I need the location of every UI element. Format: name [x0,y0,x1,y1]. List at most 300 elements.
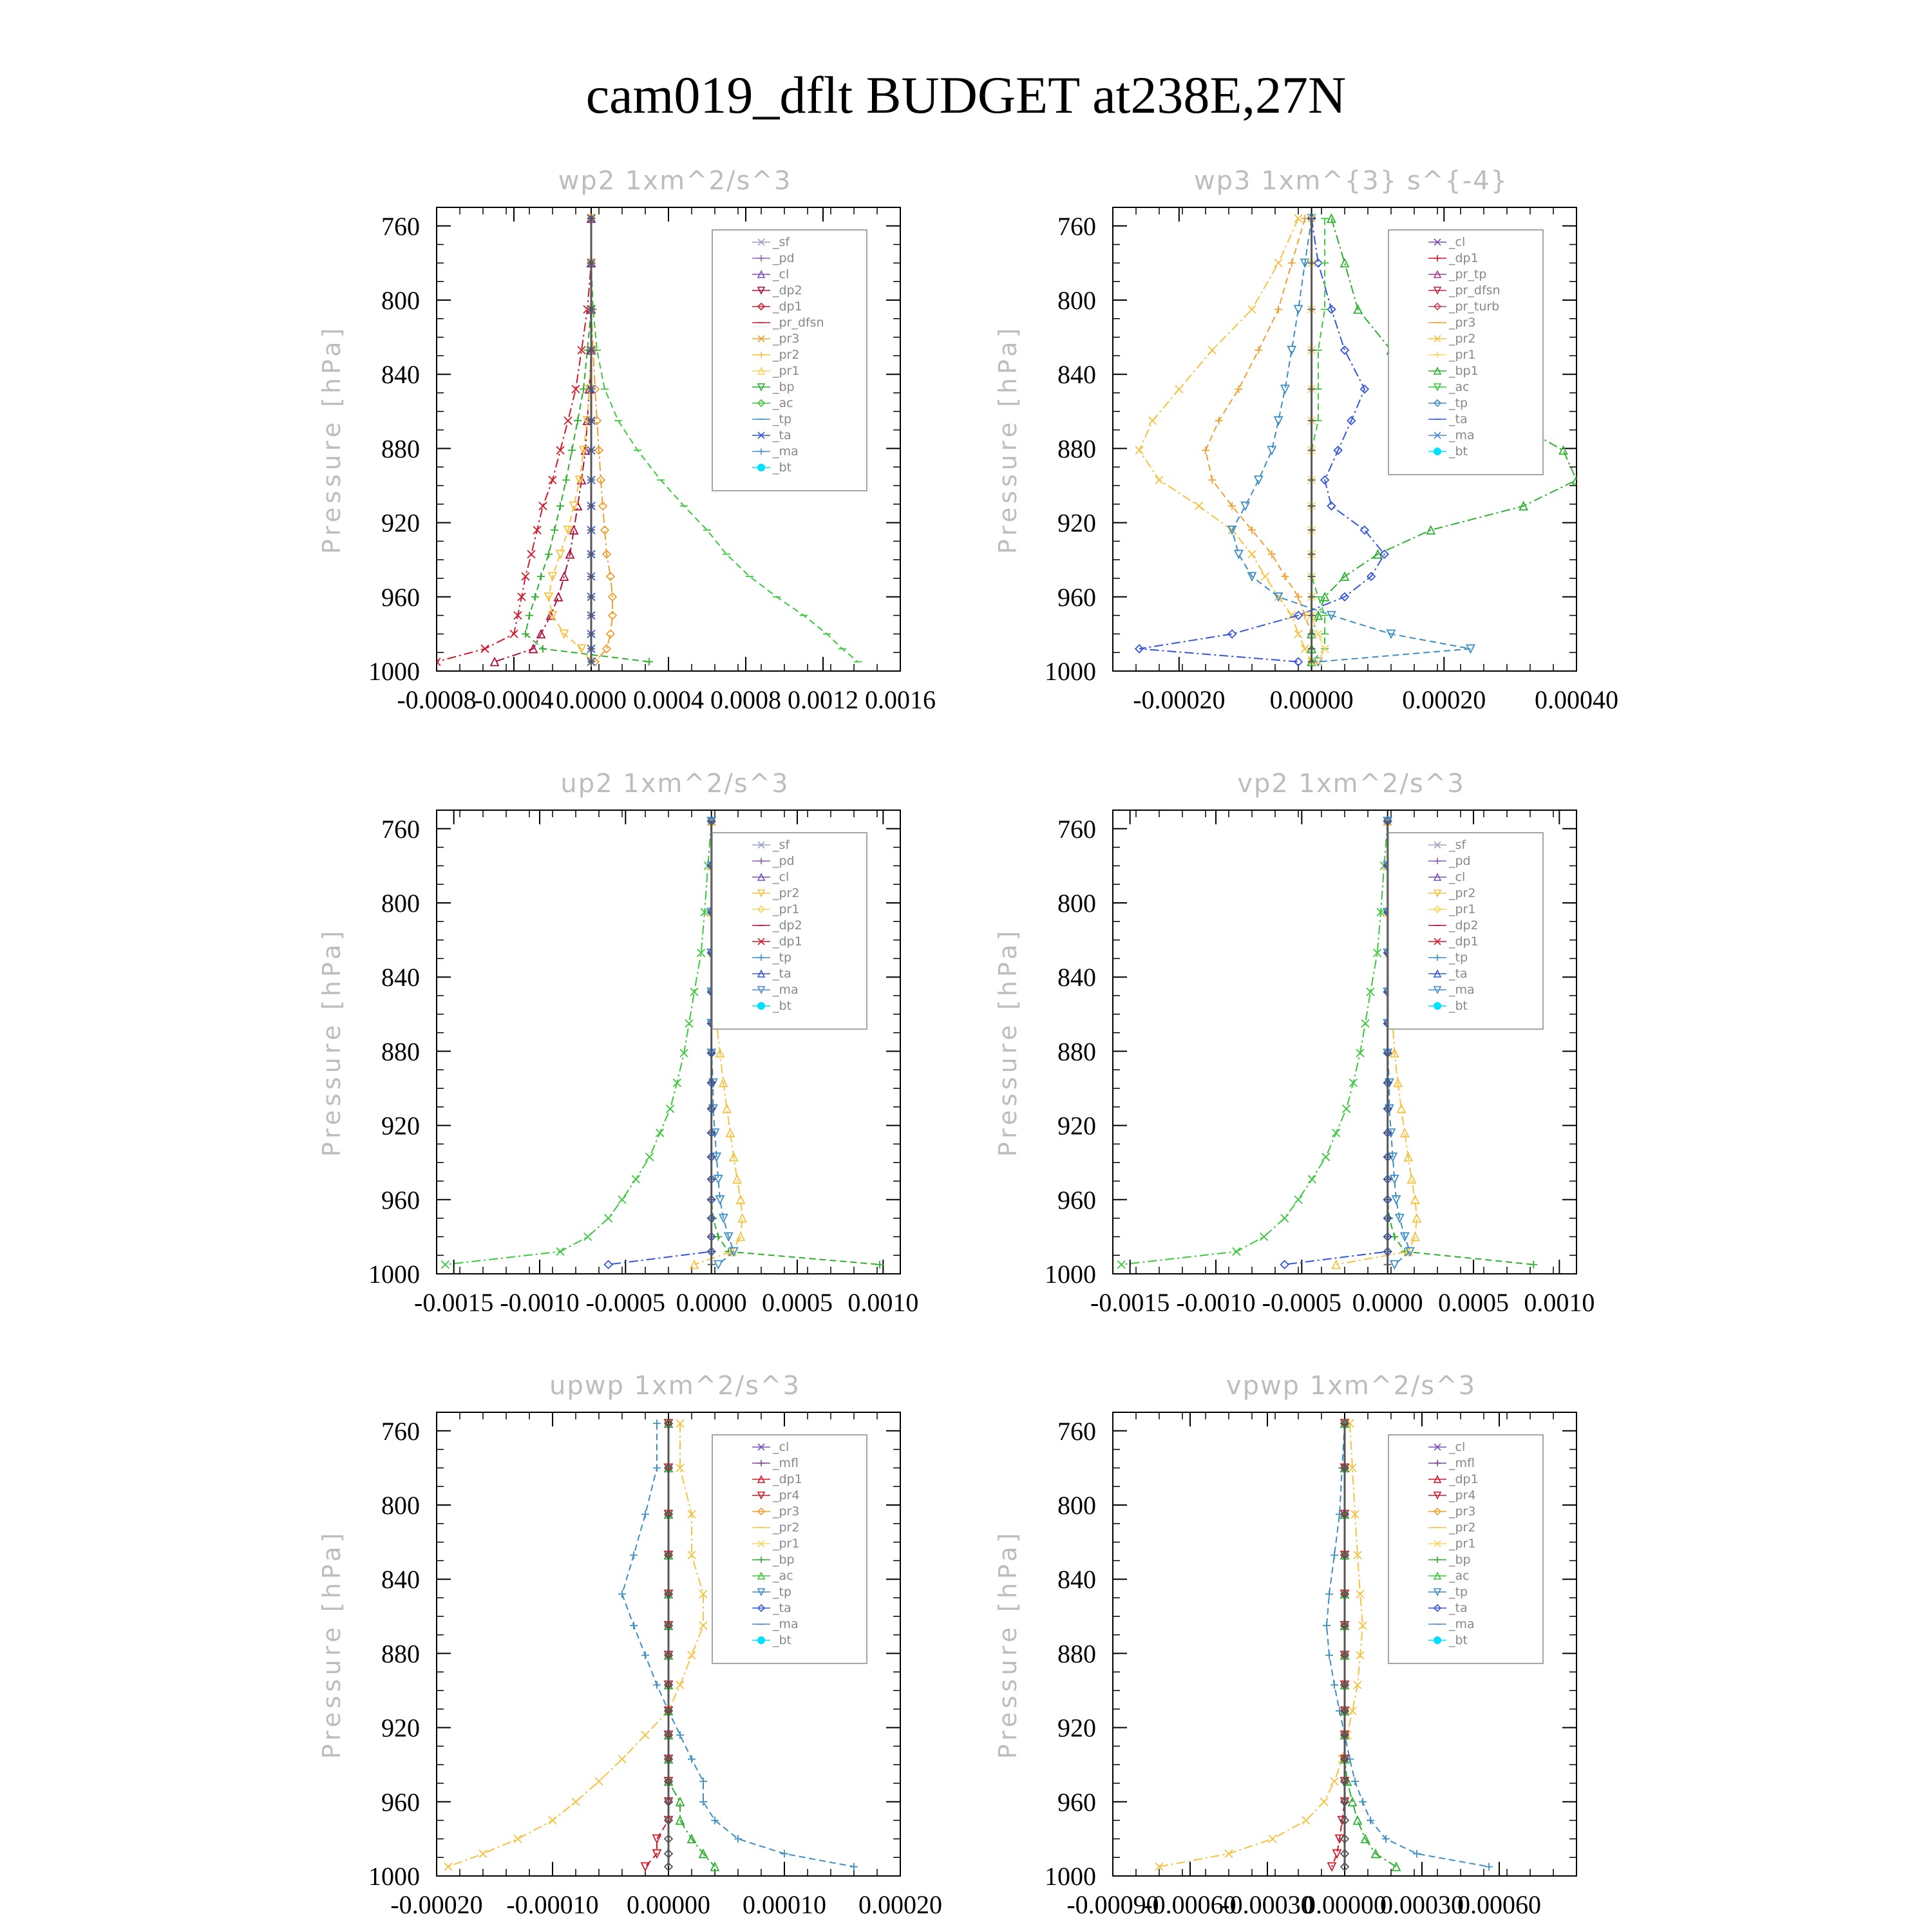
data-point-dp1 [481,645,489,652]
y-tick-label: 1000 [368,657,420,686]
series-line-pr2 [1139,218,1312,661]
data-point-tp [699,1777,707,1785]
data-point-bp1 [1559,446,1567,454]
x-tick-label: 0.0016 [865,685,936,714]
x-tick-label: 0.0000 [1352,1288,1423,1317]
y-tick-label: 760 [381,814,420,844]
legend-entry: _ta [1449,967,1468,981]
y-tick-label: 840 [1057,360,1096,390]
legend-entry: _dp1 [1449,1472,1479,1486]
legend-entry: _ma [1449,983,1475,997]
data-point-tp [1325,1651,1333,1659]
legend-entry: _tp [773,1585,792,1599]
legend-swatch-marker [757,1002,765,1010]
legend-entry: _cl [1449,1440,1466,1454]
y-tick-label: 960 [381,1787,420,1817]
data-point-pr3 [1255,346,1262,354]
y-tick-label: 760 [1057,814,1096,844]
data-point-pr1 [618,1756,626,1763]
panel-1 [317,166,936,714]
y-tick-label: 840 [381,1565,420,1595]
x-tick-label: 0.00040 [1535,685,1618,714]
data-point-pr1 [1302,1817,1310,1824]
legend-entry: _tp [773,951,792,965]
data-point-pr1 [556,502,564,510]
series-line-pr1 [448,1423,703,1866]
legend-entry: _ma [773,983,799,997]
data-point-pr1 [641,1731,649,1739]
data-point-dp1 [685,1019,693,1027]
data-point-tp [1351,1777,1359,1785]
x-tick-label: -0.00090 [1066,1890,1159,1919]
data-point-pr1 [537,573,545,580]
data-point-dp1 [667,1105,674,1113]
data-point-pr1 [1314,630,1322,638]
data-point-pr2 [1149,417,1157,424]
legend-entry: _ta [773,428,791,442]
legend-entry: _sf [773,235,790,249]
data-point-pr1 [1411,1233,1419,1240]
legend-entry: _pr_tp [1449,267,1487,281]
x-tick-label: -0.0015 [414,1288,494,1317]
data-point-dp1 [1260,1233,1268,1240]
legend-entry: _cl [773,870,790,884]
y-tick-label: 840 [381,963,420,992]
y-tick-label: 800 [381,286,420,315]
data-point-pr1 [479,1850,487,1857]
data-point-pr1 [572,1798,580,1806]
panel-6 [994,1371,1577,1919]
series-line-pr1 [1159,1423,1363,1866]
legend-entry: _dp2 [1449,918,1479,933]
data-point-pr1 [545,551,553,558]
data-point-dp1 [605,1215,612,1222]
legend-entry: _dp1 [773,934,802,949]
data-point-tp [630,1622,638,1629]
y-tick-label: 880 [1057,1639,1096,1669]
y-tick-label: 960 [1057,1185,1096,1215]
y-tick-label: 880 [1057,1037,1096,1066]
data-point-tp [1325,1590,1333,1598]
x-tick-label: 0.0012 [788,685,858,714]
figure-title: cam019_dflt BUDGET at238E,27N [585,66,1347,124]
y-tick-label: 1000 [1045,1260,1096,1289]
y-tick-label: 960 [381,582,420,612]
legend-entry: _pr3 [773,1504,800,1519]
legend-entry: _ac [773,396,793,410]
legend-entry: _pr1 [1449,348,1476,362]
y-axis-label: Pressure [hPa] [994,324,1022,554]
legend-entry: _cl [1449,235,1466,249]
legend-entry: _bp1 [1449,364,1479,378]
data-point-pr1 [676,1681,684,1689]
y-tick-label: 760 [1057,1416,1096,1446]
x-tick-label: 0.00020 [1402,685,1486,714]
x-tick-label: -0.0004 [474,685,554,714]
data-point-pr1 [531,593,539,601]
legend-entry: _dp2 [773,918,802,933]
legend-entry: _ta [773,967,791,981]
legend-entry: _dp1 [773,1472,802,1486]
legend-entry: _pr3 [1449,316,1476,330]
data-point-ta [605,1261,612,1269]
y-tick-label: 1000 [368,1862,420,1891]
x-tick-label: 0.00030 [1380,1890,1464,1919]
y-tick-label: 880 [381,1037,420,1066]
legend-entry: _mfl [1449,1456,1475,1470]
data-point-pr1 [1331,1777,1338,1785]
data-point-pr2 [1262,573,1269,580]
x-tick-label: 0.00020 [858,1890,942,1919]
data-point-dp1 [632,1175,639,1183]
legend-entry: _tp [1449,1585,1468,1599]
y-tick-label: 920 [1057,508,1096,538]
y-tick-label: 920 [1057,1111,1096,1141]
data-point-pr1 [551,526,558,534]
data-point-dp1 [527,551,535,558]
legend-entry: _pr2 [773,1520,800,1535]
data-point-pr1 [734,1175,741,1183]
legend-entry: _ma [1449,428,1475,442]
legend-entry: _dp2 [773,283,802,298]
legend-entry: _pd [1449,854,1471,868]
series-line-dp1 [445,821,711,1264]
legend-entry: _pr2 [773,886,800,900]
y-tick-label: 800 [1057,286,1096,315]
data-point-pr1 [1320,1798,1328,1806]
data-point-tp [618,1590,626,1598]
data-point-pr2 [1175,385,1183,393]
data-point-bp [1354,1817,1361,1824]
legend-entry: _bt [1449,1633,1468,1647]
x-tick-label: 0.0010 [848,1288,919,1317]
legend-swatch-marker [757,464,765,471]
y-tick-label: 800 [1057,1491,1096,1520]
y-axis-label: Pressure [hPa] [317,1529,346,1759]
panel-2 [994,166,1618,714]
data-point-pr2 [1155,476,1163,484]
x-tick-label: 0.00000 [1303,1890,1387,1919]
data-point-pr3 [1288,259,1296,267]
legend-entry: _bt [773,1633,792,1647]
legend-swatch-marker [1434,448,1441,455]
legend-entry: _cl [773,1440,790,1454]
legend-entry: _pr_dfsn [1449,283,1501,298]
data-point-tp [781,1850,788,1857]
x-tick-label: 0.0010 [1524,1288,1595,1317]
legend-entry: _sf [1449,838,1466,852]
x-tick-label: 0.0000 [556,685,627,714]
data-point-dp1 [564,417,572,424]
data-point-pr3 [1202,446,1209,454]
x-tick-label: 0.0004 [633,685,704,714]
legend-entry: _tp [1449,951,1468,965]
x-tick-label: -0.00060 [1144,1890,1236,1919]
series-line-pr2 [549,218,591,661]
data-point-dp1 [1322,1153,1330,1161]
y-tick-label: 840 [1057,1565,1096,1595]
y-tick-label: 920 [381,1713,420,1743]
data-point-tp [1331,1681,1338,1689]
legend-entry: _pr2 [1449,1520,1476,1535]
panel-title: wp3 1xm^{3} s^{-4} [1193,166,1509,196]
data-point-bp1 [1327,214,1335,222]
legend-entry: _pr1 [773,364,800,378]
data-point-pr2 [1248,551,1256,558]
data-point-pr1 [444,1863,452,1871]
legend-entry: _ta [1449,1601,1468,1615]
panel-title: up2 1xm^2/s^3 [560,769,790,799]
data-point-pr1 [1332,1261,1340,1269]
data-point-pr1 [699,1622,707,1629]
y-tick-label: 1000 [368,1260,420,1289]
data-point-pr2 [1208,346,1216,354]
y-tick-label: 880 [381,1639,420,1669]
data-point-tp [1294,305,1302,313]
data-point-tp [653,1464,661,1472]
legend-entry: _pr_turb [1449,299,1500,314]
data-point-dp1 [1361,1019,1369,1027]
legend-entry: _cl [1449,870,1466,884]
legend-swatch-marker [1434,1002,1441,1010]
panel-title: vpwp 1xm^2/s^3 [1226,1371,1477,1401]
data-point-pr4 [653,1835,661,1842]
series-line-dp2 [495,218,591,661]
x-tick-label: -0.0010 [500,1288,580,1317]
panel-4 [994,769,1595,1317]
y-axis-label: Pressure [hPa] [317,324,346,554]
data-point-pr3 [1274,305,1282,313]
legend-entry: _bp [773,1553,795,1567]
data-point-pr1 [645,658,653,666]
x-tick-label: 0.00060 [1457,1890,1541,1919]
legend-entry: _pr4 [773,1488,800,1502]
data-point-pr1 [539,645,547,652]
y-tick-label: 960 [1057,1787,1096,1817]
data-point-tp [1331,1551,1338,1559]
legend-entry: _dp1 [1449,934,1479,949]
x-tick-label: -0.0005 [585,1288,665,1317]
data-point-tp [714,1261,722,1269]
legend-entry: _bt [773,460,792,475]
legend-entry: _pr1 [773,902,800,916]
data-point-tp [630,1551,638,1559]
data-point-pr1 [1408,1175,1416,1183]
series-line-pr3 [591,218,612,661]
panels-container [317,166,1618,1919]
y-tick-label: 760 [381,211,420,241]
y-tick-label: 1000 [1045,657,1096,686]
legend-entry: _pr4 [1449,1488,1476,1502]
data-point-dp1 [618,1196,626,1204]
legend-entry: _pd [773,251,795,265]
data-point-pr1 [595,1777,603,1785]
legend-entry: _ma [773,1617,799,1631]
x-tick-label: 0.0000 [676,1288,747,1317]
x-tick-label: 0.0005 [762,1288,833,1317]
data-point-dp1 [1332,1129,1340,1137]
data-point-tp [641,1651,649,1659]
legend-entry: _ma [773,444,799,459]
data-point-pr1 [549,1817,556,1824]
y-tick-label: 760 [1057,211,1096,241]
data-point-pr1 [688,1651,696,1659]
data-point-dp1 [1281,1215,1289,1222]
panel-title: vp2 1xm^2/s^3 [1237,769,1465,799]
data-point-dp1 [549,476,556,484]
data-point-pr1 [1225,1850,1233,1857]
data-point-pr4 [641,1863,649,1871]
x-tick-label: -0.0005 [1262,1288,1341,1317]
x-tick-label: 0.0005 [1438,1288,1509,1317]
data-point-tp [1359,1798,1367,1806]
data-point-tp [653,1419,661,1427]
data-point-tp [1485,1863,1493,1871]
panel-title: wp2 1xm^2/s^3 [558,166,792,196]
legend-entry: _ma [1449,1617,1475,1631]
y-tick-label: 920 [1057,1713,1096,1743]
x-tick-label: -0.00030 [1221,1890,1314,1919]
data-point-pr1 [1356,1590,1364,1598]
legend-entry: _pr1 [773,1537,800,1551]
data-point-tp [676,1731,684,1739]
data-point-tp [688,1756,696,1763]
panel-5 [317,1371,942,1919]
data-point-ta [1281,1261,1289,1269]
data-point-dp2 [491,658,498,666]
data-point-dp1 [1117,1261,1125,1269]
data-point-tp [1413,1850,1421,1857]
data-point-tp [1274,417,1282,424]
data-point-dp1 [1308,1175,1316,1183]
data-point-pr1 [1269,1835,1276,1842]
legend-entry: _dp1 [773,299,802,314]
data-point-pr1 [526,612,533,620]
x-tick-label: -0.0015 [1090,1288,1170,1317]
data-point-dp2 [554,593,562,601]
data-point-dp1 [1343,1105,1350,1113]
data-point-pr2 [1274,259,1282,267]
legend-entry: _pr_dfsn [773,316,824,330]
panel-3 [317,769,918,1317]
y-tick-label: 840 [1057,963,1096,992]
legend-entry: _ac [773,1569,793,1583]
legend-entry: _pr3 [773,332,800,346]
data-point-dp1 [441,1261,449,1269]
data-point-dp2 [1530,1261,1537,1269]
y-tick-label: 960 [1057,582,1096,612]
data-point-dp1 [556,1247,564,1255]
data-point-dp1 [556,446,564,454]
data-point-pr2 [1248,305,1256,313]
data-point-tp [641,1510,649,1518]
y-tick-label: 880 [1057,434,1096,464]
y-tick-label: 800 [1057,889,1096,918]
x-tick-label: 0.00000 [1269,685,1354,714]
y-tick-label: 920 [381,508,420,538]
y-tick-label: 880 [381,434,420,464]
legend-entry: _pd [773,854,795,868]
legend-swatch-marker [757,1636,765,1644]
data-point-tp [1235,551,1242,558]
x-tick-label: 0.00010 [743,1890,826,1919]
data-point-dp1 [1294,1196,1302,1204]
legend-entry: _mfl [773,1456,799,1470]
legend-entry: _pr1 [1449,1537,1476,1551]
x-tick-label: 0.00000 [627,1890,710,1919]
legend-entry: _bt [1449,999,1468,1013]
data-point-tp [699,1798,707,1806]
data-point-pr2 [556,551,564,558]
data-point-dp1 [646,1153,654,1161]
y-axis-label: Pressure [hPa] [994,927,1022,1157]
data-point-bp1 [1341,259,1349,267]
x-tick-label: -0.00020 [1133,685,1226,714]
legend-entry: _ta [1449,412,1468,426]
y-tick-label: 960 [381,1185,420,1215]
y-tick-label: 760 [381,1416,420,1446]
data-point-pr1 [562,476,570,484]
legend-entry: _bt [773,999,792,1013]
legend-entry: _bp [773,380,795,394]
data-point-pr1 [574,417,582,424]
panel-title: upwp 1xm^2/s^3 [549,1371,800,1401]
legend-entry: _pr2 [773,348,800,362]
data-point-ta [1341,346,1349,354]
legend-entry: _ac [1449,1569,1470,1583]
data-point-tp [1288,346,1296,354]
data-point-tp [1255,476,1262,484]
data-point-pr1 [514,1835,522,1842]
y-tick-label: 840 [381,360,420,390]
legend-entry: _pr2 [1449,886,1476,900]
data-point-pr2 [1294,214,1302,222]
x-tick-label: -0.00020 [390,1890,483,1919]
series-line-dp1 [1121,821,1387,1264]
data-point-dp1 [656,1129,664,1137]
y-tick-label: 800 [381,889,420,918]
data-point-pr3 [1235,385,1242,393]
x-tick-label: -0.0008 [397,685,477,714]
series-line-dp1 [437,218,591,661]
data-point-tp [1390,1261,1398,1269]
y-tick-label: 920 [381,1111,420,1141]
legend-entry: _pr1 [1449,902,1476,916]
legend-entry: _sf [773,838,790,852]
x-tick-label: -0.00010 [506,1890,599,1919]
legend-entry: _tp [1449,396,1468,410]
data-point-pr1 [568,446,576,454]
data-point-dp1 [584,1233,592,1240]
legend-entry: _bp [1449,1553,1471,1567]
data-point-pr2 [1294,630,1302,638]
data-point-tp [1323,1622,1331,1629]
legend-entry: _tp [773,412,792,426]
legend-swatch-marker [1434,1636,1441,1644]
data-point-pr2 [1195,502,1203,510]
data-point-pr3 [1294,593,1302,601]
legend-entry: _ta [773,1601,791,1615]
data-point-tp [653,1681,661,1689]
data-point-dp1 [1233,1247,1240,1255]
legend-entry: _cl [773,267,790,281]
legend-entry: _pr3 [1449,1504,1476,1519]
data-point-tp [850,1863,858,1871]
data-point-pr2 [1135,446,1143,454]
data-point-pr3 [1281,573,1289,580]
data-point-tp [1242,502,1249,510]
series-line-pr3 [1206,218,1312,661]
